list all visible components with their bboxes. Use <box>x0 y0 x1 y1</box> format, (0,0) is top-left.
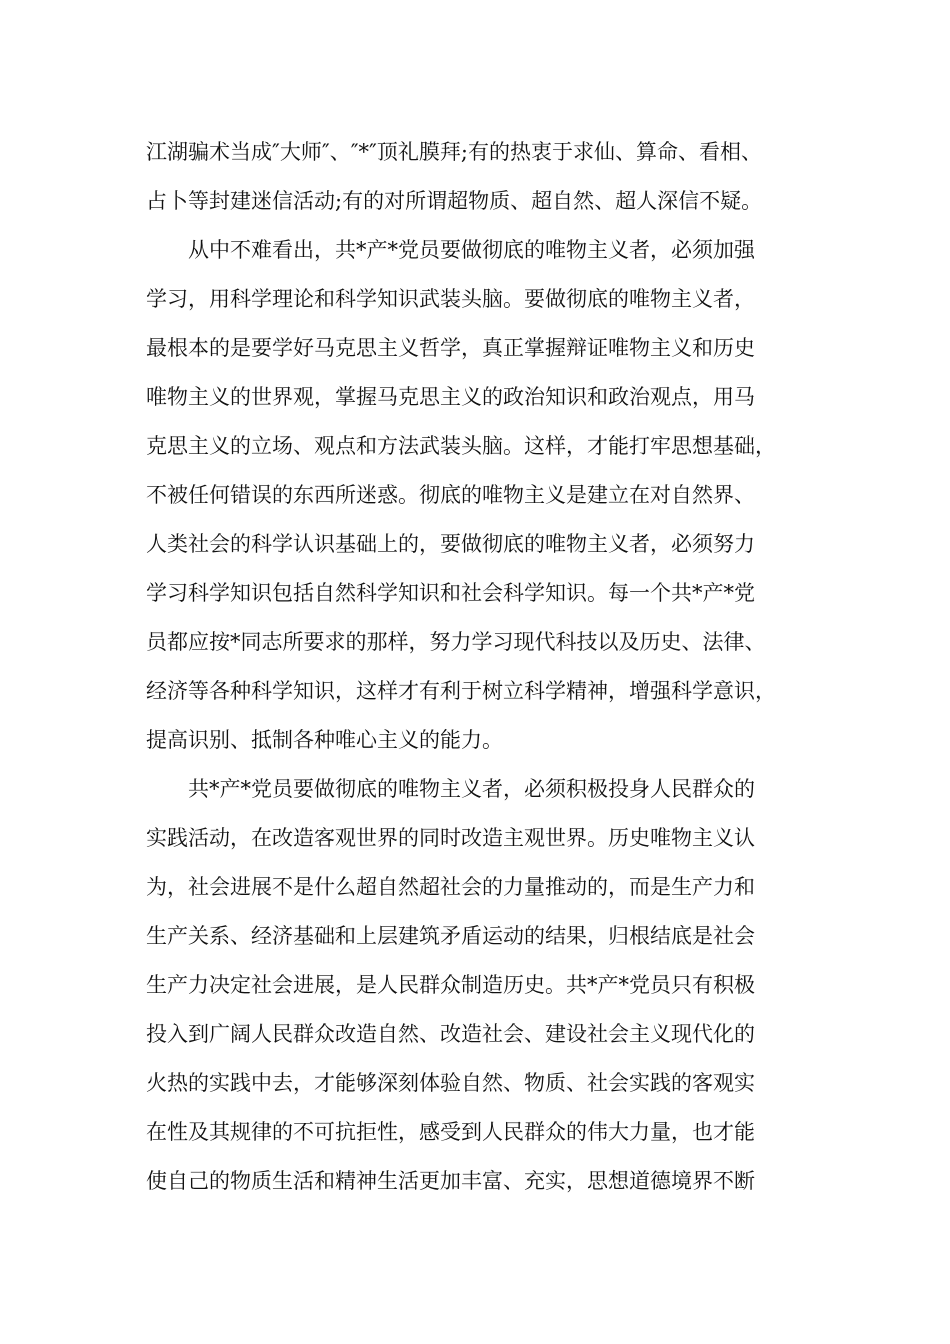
text-line: 投入到广阔人民群众改造自然、改造社会、建设社会主义现代化的 <box>146 1022 755 1046</box>
text-line: 在性及其规律的不可抗拒性，感受到人民群众的伟大力量，也才能 <box>146 1120 755 1144</box>
text-line: 从中不难看出，共*产*党员要做彻底的唯物主义者，必须加强 <box>146 238 755 262</box>
text-line: 共*产*党员要做彻底的唯物主义者，必须积极投身人民群众的 <box>146 777 755 801</box>
text-line: 不被任何错误的东西所迷惑。彻底的唯物主义是建立在对自然界、 <box>146 483 755 507</box>
text-line: 生产力决定社会进展，是人民群众制造历史。共*产*党员只有积极 <box>146 973 755 997</box>
text-line: 为，社会进展不是什么超自然超社会的力量推动的，而是生产力和 <box>146 875 755 899</box>
text-line: 实践活动，在改造客观世界的同时改造主观世界。历史唯物主义认 <box>146 826 755 850</box>
text-line: 提高识别、抵制各种唯心主义的能力。 <box>146 728 503 752</box>
text-line: 学习科学知识包括自然科学知识和社会科学知识。每一个共*产*党 <box>146 581 755 605</box>
text-line: 使自己的物质生活和精神生活更加丰富、充实，思想道德境界不断 <box>146 1169 755 1193</box>
text-line: 克思主义的立场、观点和方法武装头脑。这样，才能打牢思想基础， <box>146 434 776 458</box>
text-line: 学习，用科学理论和科学知识武装头脑。要做彻底的唯物主义者， <box>146 287 755 311</box>
text-line: 唯物主义的世界观，掌握马克思主义的政治知识和政治观点，用马 <box>146 385 755 409</box>
body-text <box>146 128 826 1206</box>
text-line: 占卜等封建迷信活动;有的对所谓超物质、超自然、超人深信不疑。 <box>146 189 763 213</box>
text-line: 生产关系、经济基础和上层建筑矛盾运动的结果，归根结底是社会 <box>146 924 755 948</box>
text-line: 人类社会的科学认识基础上的，要做彻底的唯物主义者，必须努力 <box>146 532 755 556</box>
text-line: 员都应按*同志所要求的那样，努力学习现代科技以及历史、法律、 <box>146 630 766 654</box>
text-line: 经济等各种科学知识，这样才有利于树立科学精神，增强科学意识， <box>146 679 776 703</box>
text-line: 江湖骗术当成″大师″、″*″顶礼膜拜;有的热衷于求仙、算命、看相、 <box>146 140 762 164</box>
text-line: 火热的实践中去，才能够深刻体验自然、物质、社会实践的客观实 <box>146 1071 755 1095</box>
text-line: 最根本的是要学好马克思主义哲学，真正掌握辩证唯物主义和历史 <box>146 336 755 360</box>
